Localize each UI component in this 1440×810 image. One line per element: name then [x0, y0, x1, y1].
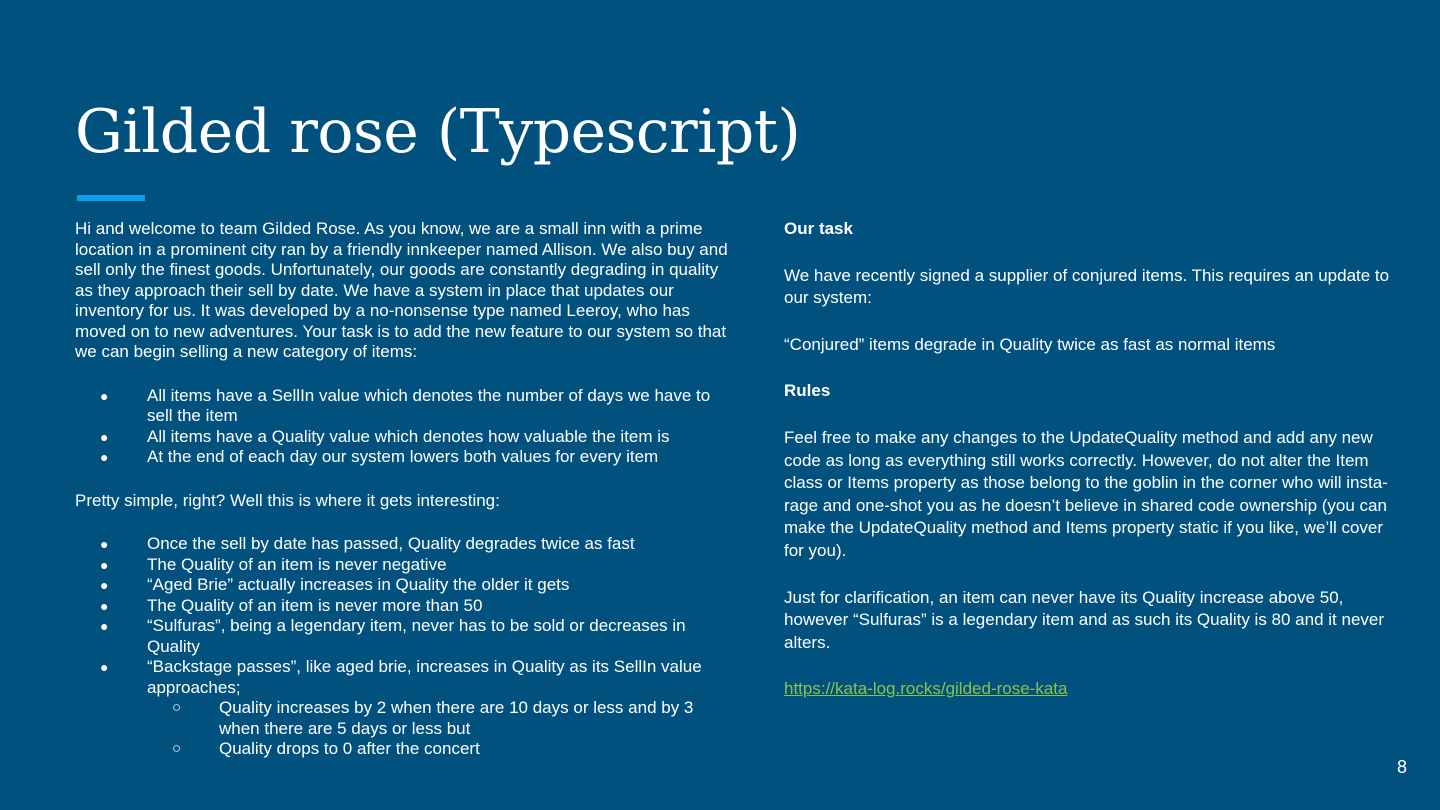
rules-paragraph: Feel free to make any changes to the UpdateQuality method and add any new code as long as everything still works correctly. However, do not alter the Item class or Items property as those belong to the goblin in the corner who will insta-rage and one-shot you as he doesn’t believe in shared code ownership (you can make the UpdateQuality method and Items property static if you like, we’ll cover for you).	[784, 427, 1388, 560]
sub-list-item	[75, 739, 735, 760]
list-item	[75, 555, 735, 576]
page-number: 8	[1396, 757, 1407, 777]
list-item	[75, 447, 735, 468]
left-column	[75, 219, 735, 760]
rules-heading: Rules	[784, 381, 831, 401]
task-heading: Our task	[784, 219, 853, 238]
list-item	[75, 575, 735, 596]
bullet-icon: ●	[100, 577, 109, 593]
sub-list-item-text: Quality drops to 0 after the concert	[219, 739, 480, 758]
slide-title: Gilded rose (Typescript)	[75, 97, 801, 167]
bullet-icon: ●	[100, 536, 109, 552]
kata-link[interactable]: https://kata-log.rocks/gilded-rose-kata	[784, 679, 1068, 699]
clarification-paragraph: Just for clarification, an item can never have its Quality increase above 50, however “Sulfuras” is a legendary item and as such its Quality is 80 and it never alters.	[784, 587, 1385, 652]
sub-list-item	[75, 698, 735, 739]
list-item	[75, 596, 735, 617]
list-item	[75, 657, 735, 760]
list-item-text: The Quality of an item is never negative	[147, 554, 447, 574]
right-column	[784, 218, 1394, 701]
rules-list	[75, 534, 735, 760]
bullet-icon: ●	[100, 387, 109, 404]
list-item	[75, 427, 735, 448]
title-accent-bar	[77, 195, 145, 201]
list-item-text: “Sulfuras”, being a legendary item, never has to be sold or decreases in Quality	[147, 616, 686, 656]
intro-paragraph: Hi and welcome to team Gilded Rose. As you know, we are a small inn with a prime location in a prominent city ran by a friendly innkeeper named Allison. We also buy and sell only the finest goods. Unfortunately, our goods are constantly degrading in quality as they approach their sell by date. We have a system in place that updates our inventory for us. It was developed by a no-nonsense type named Leeroy, who has moved on to new adventures. Your task is to add the new feature to our system so that we can begin selling a new category of items:	[75, 219, 728, 361]
bullet-icon: ●	[100, 556, 109, 573]
list-item-text: At the end of each day our system lowers both values for every item	[147, 447, 659, 466]
list-item-text: The Quality of an item is never more than 50	[147, 595, 483, 615]
bullet-icon: ●	[100, 659, 109, 675]
bullet-icon: ●	[100, 449, 109, 465]
list-item	[75, 616, 735, 657]
bullet-icon: ●	[100, 618, 109, 634]
hollow-bullet-icon: ○	[172, 699, 182, 716]
conjured-rule: “Conjured” items degrade in Quality twice as fast as normal items	[784, 334, 1276, 354]
list-item-text: “Backstage passes”, like aged brie, increases in Quality as its SellIn value approaches;	[147, 657, 702, 697]
bullet-icon: ●	[100, 428, 109, 445]
list-item	[75, 386, 735, 427]
list-item-text: All items have a SellIn value which denotes the number of days we have to sell the item	[147, 385, 711, 425]
sub-list-item-text: Quality increases by 2 when there are 10 days or less and by 3 when there are 5 days or less but	[219, 698, 694, 738]
bullet-icon: ●	[100, 597, 109, 614]
basics-list	[75, 386, 735, 468]
backstage-sublist	[147, 698, 735, 760]
list-item-text: All items have a Quality value which denotes how valuable the item is	[147, 426, 670, 446]
list-item-text: “Aged Brie” actually increases in Quality the older it gets	[147, 575, 570, 594]
list-item	[75, 534, 735, 555]
hollow-bullet-icon: ○	[172, 740, 182, 757]
list-item-text: Once the sell by date has passed, Quality degrades twice as fast	[147, 534, 635, 553]
transition-text: Pretty simple, right? Well this is where it gets interesting:	[75, 490, 500, 510]
task-paragraph: We have recently signed a supplier of conjured items. This requires an update to our system:	[784, 265, 1390, 308]
